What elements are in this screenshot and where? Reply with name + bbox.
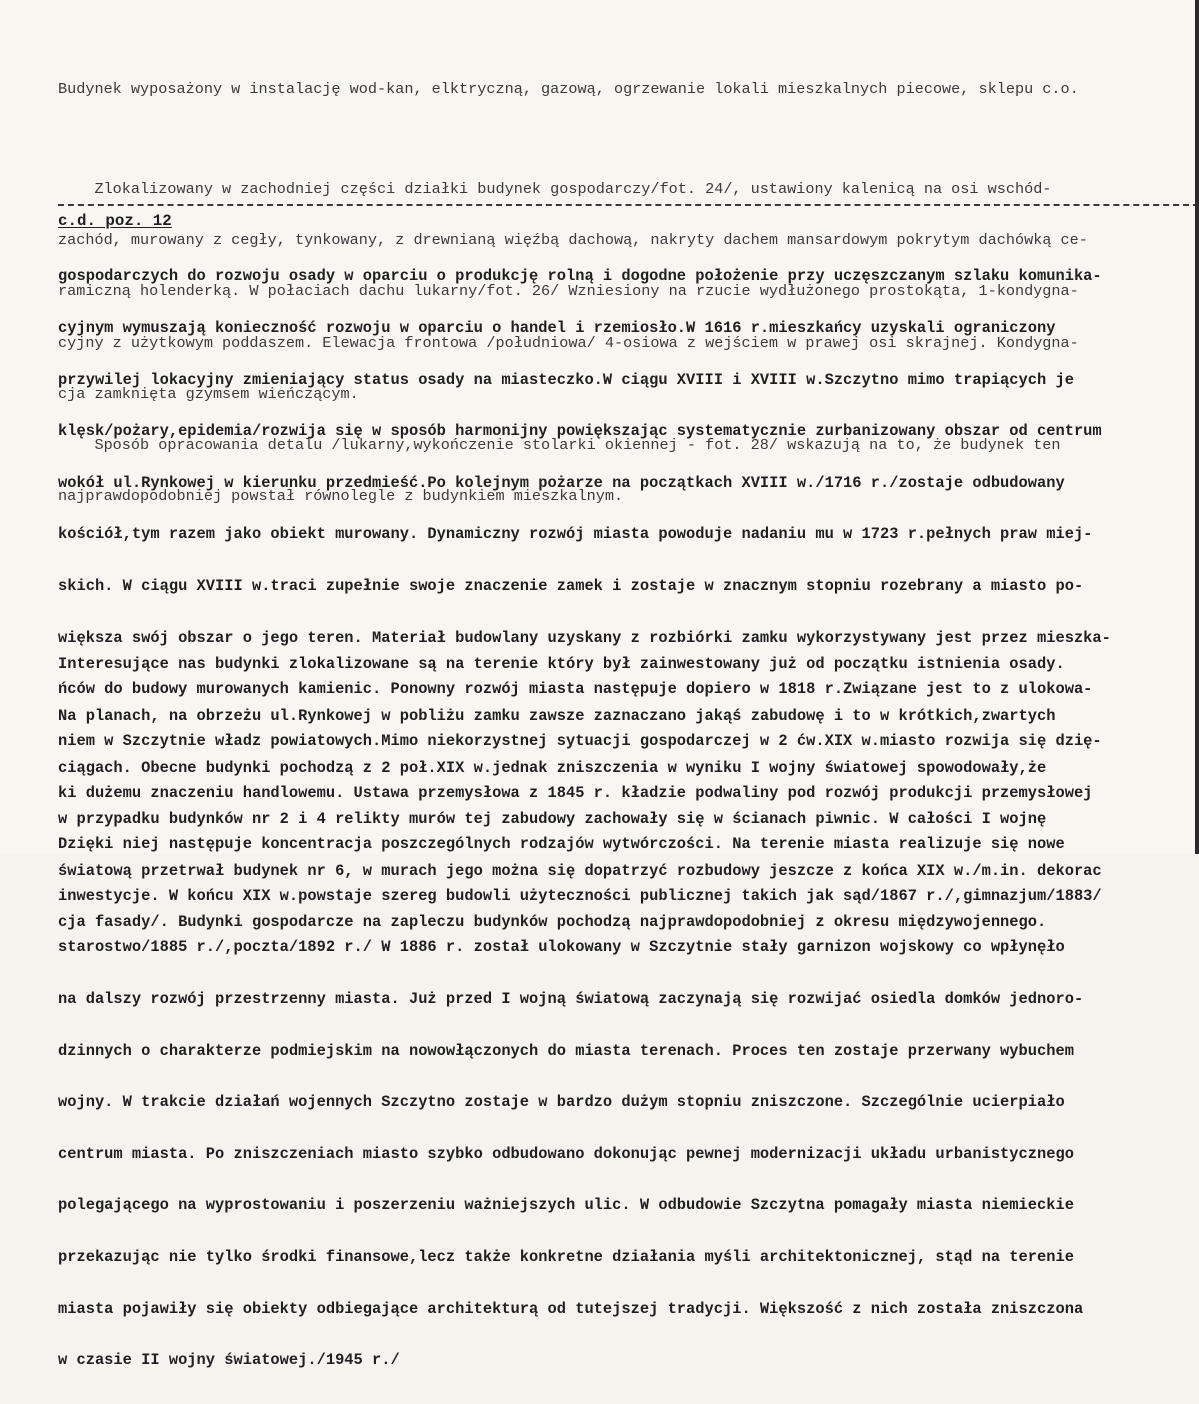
text-line: światową przetrwał budynek nr 6, w murach jego można się dopatrzyć rozbudowy jeszcze z końca XIX w./m.in. dekorac <box>58 861 1102 880</box>
text-line: przywilej lokacyjny zmieniający status osady na miasteczko.W ciągu XVIII i XVIII w.Szczytno mimo trapiących je <box>58 370 1074 389</box>
text-line: Zlokalizowany w zachodniej części działki budynek gospodarczy/fot. 24/, ustawiony kalenicą na osi wschód- <box>58 179 1052 198</box>
text-line: centrum miasta. Po zniszczeniach miasto szybko odbudowano dokonując pewnej modernizacji układu urbanistycznego <box>58 1144 1074 1163</box>
text-line: kościół,tym razem jako obiekt murowany. Dynamiczny rozwój miasta powoduje nadaniu mu w 1723 r.pełnych praw miej- <box>58 525 1093 544</box>
text-line: dzinnych o charakterze podmiejskim na nowowłączonych do miasta terenach. Proces ten zostaje przerwany wybuchem <box>58 1041 1074 1060</box>
text-line: przekazując nie tylko środki finansowe,lecz także konkretne działania myśli architektonicznej, stąd na terenie <box>58 1247 1074 1266</box>
text-line: Na planach, na obrzeżu ul.Rynkowej w pobliżu zamku zawsze zaznaczano jakąś zabudowę i to w krótkich,zwartych <box>58 707 1056 726</box>
text-line: większa swój obszar o jego teren. Materiał budowlany uzyskany z rozbiórki zamku wykorzystywany jest przez mieszka- <box>58 628 1111 647</box>
text-line: miasta pojawiły się obiekty odbiegające architekturą od tutejszej tradycji. Większość z nich została zniszczona <box>58 1299 1084 1318</box>
text-line: inwestycje. W końcu XIX w.powstaje szereg budowli użyteczności publicznej takich jak sąd/1867 r./,gimnazjum/1883/ <box>58 886 1102 905</box>
text-line: cyjnym wymuszają konieczność rozwoju w oparciu o handel i rzemiosło.W 1616 r.mieszkańcy uzyskali ograniczony <box>58 319 1056 338</box>
text-line: Sposób opracowania detalu /lukarny,wykończenie stolarki okiennej - fot. 28/ wskazują na to, że budynek ten <box>58 436 1061 455</box>
buildings-section <box>58 622 1102 966</box>
text-line: zachód, murowany z cegły, tynkowany, z drewnianą więźbą dachową, nakryty dachem mansardowym pokrytym dachówką ce- <box>58 230 1088 249</box>
text-line: polegającego na wyprostowaniu i poszerzeniu ważniejszych ulic. W odbudowie Szczytna pomagały miasta niemieckie <box>58 1196 1074 1215</box>
text-line: Interesujące nas budynki zlokalizowane są na terenie który był zainwestowany już od początku istnienia osady. <box>58 655 1065 674</box>
text-line: cyjny z użytkowym poddaszem. Elewacja frontowa /południowa/ 4-osiowa z wejściem w prawej osi skrajnej. Kondygna- <box>58 333 1079 352</box>
text-line: ki dużemu znaczeniu handlowemu. Ustawa przemysłowa z 1845 r. kładzie podwaliny pod rozwój produkcji przemysłowej <box>58 783 1093 802</box>
paragraph-installations: Budynek wyposażony w instalację wod-kan, elktryczną, gazową, ogrzewanie lokali mieszkalnych piecowe, sklepu c.o. <box>58 80 1079 99</box>
text-line: najprawdopodobniej powstał równolegle z budynkiem mieszkalnym. <box>58 487 624 506</box>
text-line: Dzięki niej następuje koncentracja poszczególnych rodzajów wytwórczości. Na terenie miasta realizuje się nowe <box>58 835 1065 854</box>
text-line: ramiczną holenderką. W połaciach dachu lukarny/fot. 26/ Wzniesiony na rzucie wydłużonego prostokąta, 1-kondygna- <box>58 282 1079 301</box>
text-line: skich. W ciągu XVIII w.traci zupełnie swoje znaczenie zamek i zostaje w znacznym stopniu rozebrany a miasto po- <box>58 577 1084 596</box>
text-line: w przypadku budynków nr 2 i 4 relikty murów tej zabudowy zachowały się w ścianach piwnic. W całości I wojnę <box>58 810 1047 829</box>
text-line: w czasie II wojny światowej./1945 r./ <box>58 1351 400 1370</box>
dashed-divider <box>58 204 1199 206</box>
text-line: wokół ul.Rynkowej w kierunku przedmieść.Po kolejnym pożarze na początkach XVIII w./1716 r./zostaje odbudowany <box>58 473 1065 492</box>
text-line: starostwo/1885 r./,poczta/1892 r./ W 1886 r. został ulokowany w Szczytnie stały garnizon wojskowy co wpłynęło <box>58 938 1065 957</box>
text-line: cja fasady/. Budynki gospodarcze na zapleczu budynków pochodzą najprawdopodobniej z okresu międzywojennego. <box>58 913 1047 932</box>
card-edge <box>1195 0 1199 854</box>
section-heading: c.d. poz. 12 <box>58 212 172 230</box>
text-line: ńców do budowy murowanych kamienic. Ponowny rozwój miasta następuje dopiero w 1818 r.Związane jest to z ulokowa- <box>58 680 1093 699</box>
text-line: ciągach. Obecne budynki pochodzą z 2 poł.XIX w.jednak zniszczenia w wyniku I wojny światowej spowodowały,że <box>58 758 1047 777</box>
text-line: gospodarczych do rozwoju osady w oparciu o produkcję rolną i dogodne położenie przy uczęszczanym szlaku komunika- <box>58 267 1102 286</box>
text-line: cja zamknięta gzymsem wieńczącym. <box>58 384 359 403</box>
text-line: na dalszy rozwój przestrzenny miasta. Już przed I wojną światową zaczynają się rozwijać osiedla domków jednoro- <box>58 989 1084 1008</box>
text-line: wojny. W trakcie działań wojennych Szczytno zostaje w bardzo dużym stopniu zniszczone. Szczególnie ucierpiało <box>58 1093 1065 1112</box>
text-line: niem w Szczytnie władz powiatowych.Mimo niekorzystnej sytuacji gospodarczej w 2 ćw.XIX w.miasto rozwija się dzię- <box>58 731 1102 750</box>
text-line: klęsk/pożary,epidemia/rozwija się w sposób harmonijny powiększając systematycznie zurbanizowany obszar od centrum <box>58 422 1102 441</box>
